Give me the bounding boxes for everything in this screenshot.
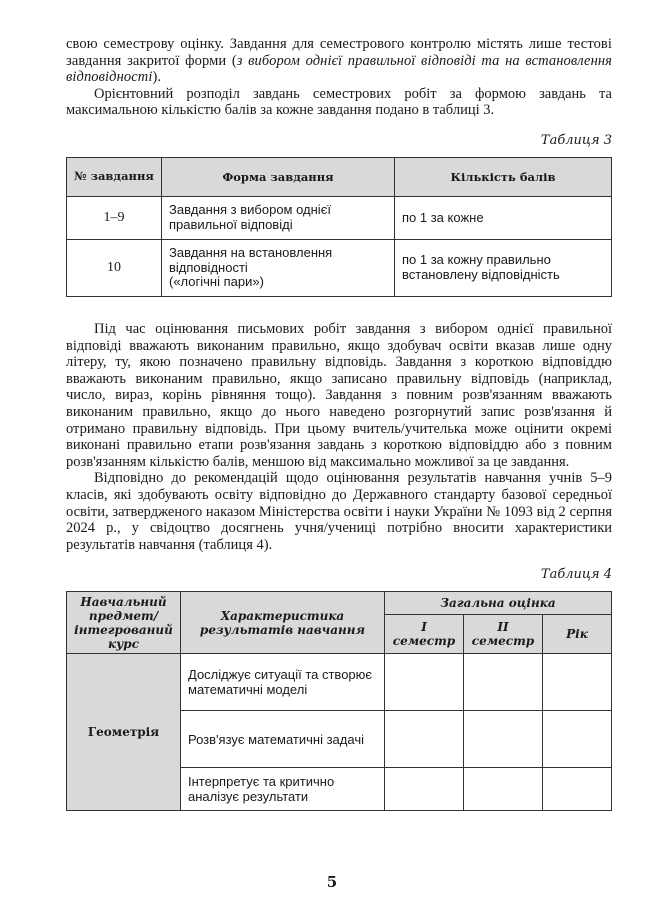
page-number: 5	[326, 873, 338, 891]
table4-cell-year	[543, 768, 612, 811]
table4-cell-sem1	[385, 711, 464, 768]
table3-cell-form: Завдання з вибором однієї правильної відповіді	[162, 196, 395, 239]
table4-cell-sem2	[464, 768, 543, 811]
table4-header-row	[67, 592, 612, 615]
table4-cell-sem2	[464, 711, 543, 768]
table4-cell-characteristic: Розв'язує математичні задачі	[181, 711, 385, 768]
paragraph-semester-assessment: свою семестрову оцінку. Завдання для семестрового контролю містять лише тестові завдання закритої форми (з вибором однієї правильної відповіді та на встановлення відповідності).	[66, 36, 612, 86]
table4-header-overall: Загальна оцінка	[385, 592, 612, 615]
paragraph-recommendations: Відповідно до рекомендацій щодо оцінювання результатів навчання учнів 5–9 класів, які здобувають освіту відповідно до Державного стандарту базової середньої освіти, затвердженого наказом Міністерства освіти і науки України № 1093 від 2 серпня 2024 р., у свідоцтво досягнень учня/учениці потрібно вносити характеристики результатів навчання (таблиця 4).	[66, 470, 612, 553]
table3-header-number: № завдання	[67, 157, 162, 196]
table4-cell-characteristic: Досліджує ситуації та створює математичні моделі	[181, 654, 385, 711]
page-content	[66, 36, 612, 811]
table-row	[67, 239, 612, 296]
table4-header-year: Рік	[543, 615, 612, 654]
table4-header-characteristic: Характеристика результатів навчання	[181, 592, 385, 654]
table4-header-subject: Навчальний предмет/ інтегрований курс	[67, 592, 181, 654]
table4-cell-sem1	[385, 768, 464, 811]
table3-header-form: Форма завдання	[162, 157, 395, 196]
table4-header-sem2: ІІ семестр	[464, 615, 543, 654]
paragraph-evaluation-rules: Під час оцінювання письмових робіт завдання з вибором однієї правильної відповіді вважають виконаним правильно, якщо здобувач освіти вказав лише одну літеру, ту, якою позначено правильну відповідь. Завдання з короткою відповіддю вважають виконаним правильно, якщо записано правильну відповідь (наприклад, число, вираз, корінь рівняння тощо). Завдання з повним розв'язанням вважають виконаним правильно, якщо до нього наведено розгорнутий запис розв'язання й отримано правильну відповідь. При цьому вчитель/учителька може оцінити окремі виконані правильно етапи розв'язання завдань з короткою відповіддю або з повним розв'язанням кількістю балів, меншою від максимально можливої за це завдання.	[66, 320, 612, 470]
table4-caption: Таблиця 4	[540, 567, 612, 583]
table4-cell-subject: Геометрія	[67, 654, 181, 811]
table3-cell-points: по 1 за кожне	[395, 196, 612, 239]
table3	[66, 157, 612, 297]
paragraph-task-distribution: Орієнтовний розподіл завдань семестрових робіт за формою завдань та максимальною кількістю балів за кожне завдання подано в таблиці 3.	[66, 85, 612, 119]
table4	[66, 591, 612, 811]
table3-caption: Таблиця 3	[540, 132, 612, 148]
table3-header-row	[67, 157, 612, 196]
table4-cell-year	[543, 654, 612, 711]
table3-cell-points: по 1 за кожну правильно встановлену відповідність	[395, 239, 612, 296]
table4-cell-year	[543, 711, 612, 768]
table3-cell-form: Завдання на встановлення відповідності («логічні пари»)	[162, 239, 395, 296]
table3-cell-number: 1–9	[67, 196, 162, 239]
table4-header-sem1: І семестр	[385, 615, 464, 654]
table3-header-points: Кількість балів	[395, 157, 612, 196]
italic-task-types: з вибором однієї правильної відповіді та на встановлення відповідності	[66, 52, 612, 86]
table-row	[67, 654, 612, 711]
table-row	[67, 196, 612, 239]
table3-cell-number: 10	[67, 239, 162, 296]
table4-cell-sem2	[464, 654, 543, 711]
table4-cell-characteristic: Інтерпретує та критично аналізує результати	[181, 768, 385, 811]
table4-cell-sem1	[385, 654, 464, 711]
